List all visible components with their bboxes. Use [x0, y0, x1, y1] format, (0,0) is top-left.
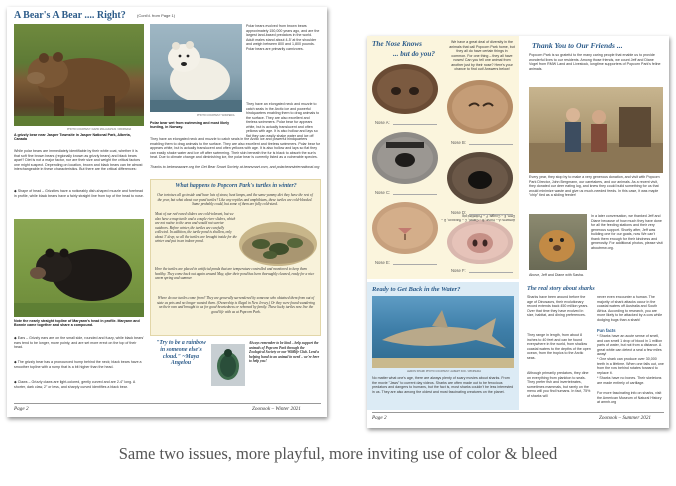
body-paragraph-5: ◆ Claws – Grizzly claws are light-colored, gently curved and are 2-4" long. A shorter, dark claw, 2" or less, and sharply curved identifies a black bear.: [14, 380, 136, 389]
sharks-title: The real story about sharks: [527, 286, 595, 292]
body-paragraph-1: While polar bears are immediately identifiable by their white coat, whether it is that soft fine brown bears (regionally known as grizzly bears) and black bears apart? Diet is not a major factor, nor are their size and weight the critical factors one might suspect. Depending on location, brown and black bears can be almost interchangeable in these characteristics. But there are the critical differences:: [14, 149, 143, 171]
thanks-title: Thank You to Our Friends ...: [532, 41, 623, 50]
photo-credit-grizzly: PHOTO COURTESY: DAVID MCLAUGHLIN / WIKIPEDIA: [67, 128, 132, 131]
polar-bear-photo: [150, 24, 242, 112]
nose-photo-a: [372, 64, 438, 114]
fun-fact-2: * One shark can produce over 30,000 teeth in a lifetime. When one falls out, one from the row behind rotates forward to replace it.: [597, 357, 664, 375]
nose-label-c: Nose C:: [375, 190, 391, 195]
nose-line-e: [393, 264, 437, 265]
body-paragraph-3: ◆ Ears – Grizzly ears are on the small side, rounded and fuzzy, while black bears' ears tend to be longer, more pointy, and are set more erect on the top of their head.: [14, 336, 144, 349]
nose-title-1: The Nose Knows: [372, 40, 422, 48]
body-paragraph-7: They have an elongated neck and muzzle to catch seals in the Arctic ice and powerful hindquarters enabling them to drag animals to the surface. They are also excellent and tireless swimmers. Polar bear fur appears white, but is actually translucent and often yellows with age. It is also hollow and lays so flat they can easily shake water and ice off: [246, 102, 320, 138]
thanks-p2: Every year, they stop by to make a very generous donation, and visit with Popcorn Park Director, John Bergmann, our caretakers, and our animals. As a recent visit, they donated our deer eating log, and knew they could build something for us that would minimize waste and give us much-needed feeds. In this case, it was maple "chip" tied as a sliding feeder!: [529, 175, 660, 197]
nose-label-b: Nose B:: [451, 140, 466, 145]
turtle-box-p1: Our tortoises all go inside and have lots of straw, heat lamps, and the same yummy diet they have the rest of the year, but what about our pond turtles? Like any reptiles and amphibians, these turtles are cold-blooded. Same probably could, but some of them are fully cold-sized.: [157, 193, 313, 206]
nose-label-f: Nose F:: [451, 268, 466, 273]
caption-black-bear: Note the nearly straight topline of Maryann's head in profile. Maryann and Bonnie came together and share a compound.: [14, 319, 140, 328]
thanks-note: Thanks to bebearaware.org the Get Bear Smart Society at bearsmart.com, and polarbearsinternational.org: [150, 165, 320, 169]
sharks-p1: Sharks have been around before the age of Dinosaurs, their evolutionary record extends back 450 million years. Over that time they have evolved in size, habitat, and dining preferences.: [527, 295, 589, 317]
sharks-p3: Although primarily predators, they dine on everything from plankton to seals. They prefer fish and invertebrates, sometimes mammals, but rarely on the menu will you find humans. In fact, 75% of sharks will: [527, 371, 591, 398]
body-paragraph-7-cont: They have an elongated neck and muzzle to catch seals in the Arctic ice and powerful hindquarters enabling them to drag animals to the surface. They are also excellent and tireless swimmers. Polar bear fur appears white, but is actually translucent and often yellows with age. It is also hollow and lays so flat they can easily shake water and ice off after swimming. Their skin beneath the fur is black to absorb the sun's heat. Due to climate change and diminishing ice, the polar bear is currently listed as a vulnerable species.: [150, 137, 321, 159]
turtles-photo: [239, 222, 317, 266]
shark-photo: [372, 296, 514, 368]
nose-title-2: ... but do you?: [393, 50, 435, 58]
nose-line-f: [469, 272, 513, 273]
water-title: Ready to Get Back in the Water?: [372, 286, 461, 293]
sharks-p4: never even encounter a human. The majority of shark attacks occur in the coastal waters off Australia and South Africa. According to research, you are more likely to be attacked by a cow while dodging bugs than a shark!: [597, 295, 663, 322]
turtle-box-title: What happens to Popcorn Park's turtles in winter?: [175, 183, 297, 189]
right-footer-rule: [372, 412, 664, 413]
left-page-number: Page 2: [14, 406, 29, 412]
thanks-caption: Above, Jeff and Diane with Sasha.: [529, 273, 584, 277]
article-title: A Bear's A Bear .... Right?: [14, 10, 126, 21]
left-footer-rule: [14, 403, 321, 404]
angelou-quote: "Try to be a rainbow in someone else's cloud." ~Maya Angelou: [156, 340, 206, 367]
nose-answers-text: Answers: A – Horse, B – Camel, C – Raccoon, D – Deer, E – Cougar, F – Potbellied pig: [441, 213, 515, 222]
black-bear-photo: [14, 219, 144, 317]
thanks-photo-2: [529, 214, 587, 270]
body-paragraph-2: ◆ Shape of head – Grizzlies have a noticeably dish-shaped muzzle and forehead in profile, while black bears have a fairly straight line from top of the head to nose.: [14, 189, 144, 198]
turtle-box-p3: Here the turtles are placed in artificial ponds that are temperature controlled and monitored to keep them healthy. They come back out again around May, after their pond has been thoroughly cleaned, ready for a nice warm spring and summer.: [155, 267, 315, 280]
turtle-box-p2: Most of our red-eared sliders are cold-tolerant, but we also have a map turtle and a couple river sliders, which are not native to the area and would not survive outdoors. Before winter, the turtles are carefully collected. In addition, the turtle pond is shallow, only about 3' deep, so all the turtles are brought inside for the winter and put in an indoor pond.: [155, 212, 237, 243]
fun-fact-1: * Sharks have an acute sense of smell, and can smell 1 drop of blood in 1 million parts of water, but not from a distance. A great white can detect a seal a few miles away!: [597, 334, 663, 356]
continued-note: (Cont'd. from Page 1): [137, 13, 176, 18]
nose-photo-e: [372, 202, 438, 254]
nose-label-e: Nose E:: [375, 260, 390, 265]
goodness-note: Always remember to be kind – help support the animals of Popcorn Park through the Zoological Society or our Wildlife Club. Lend a helping hand to an animal in need – we're here to help you!: [249, 341, 320, 363]
caption-grizzly: A grizzly bear near Jasper Townsite in Jasper National Park, Alberta, Canada: [14, 133, 131, 142]
photo-credit-polar: PHOTO COURTESY: WIKIPEDIA: [197, 114, 235, 117]
shark-photo-credit: LEMON SHARK PHOTO COURTESY: ALBERT KOK / WIKIPEDIA: [407, 370, 482, 373]
nose-photo-c: [372, 132, 438, 184]
thanks-photo-1: [529, 87, 663, 173]
nose-label-a: Nose A:: [375, 120, 390, 125]
nose-photo-b: [447, 80, 513, 134]
left-page: [7, 7, 327, 417]
nose-line-b: [469, 144, 513, 145]
water-p1: No matter what one's age, there are always plenty of scary movies about sharks. From the movie "Jaws" to current day videos. Sharks are often made out to be ferocious predators and dangers to humans, but the fact is, most sharks couldn't be less interested in us. They are also among the oldest and most fascinating creatures on the planet.: [372, 376, 514, 394]
nose-line-c: [393, 194, 437, 195]
thanks-p3: In a later conversation, we thanked Jeff and Diane because of how much they have done for all the feeding stations and their very generous support. Shortly after, Jeff was building one for our goats, now We can't thank them enough for their kindness and generosity. For additional photos, please visit aboutrmw.org.: [591, 214, 663, 250]
right-issue-label: Zoonook – Summer 2021: [599, 415, 652, 421]
fun-fact-3: * Sharks have no bones. Their skeletons are made entirely of cartilage.: [597, 376, 662, 385]
fun-fact-4: For more fascinating info on sharks, visit the American Museum of Natural History at amnh.org: [597, 391, 662, 404]
nose-line-a: [393, 124, 437, 125]
turtle-box-p4: Where do our turtles come from? They are generally surrendered by someone who obtained them from out of state as pets and no longer wanted them. (Ownership is illegal in New Jersey.) Or they were found wandering on their own and brought to us for good-heartedness or rehomed by family. These lucky turtles now live the good life with us at Popcorn Park.: [157, 296, 315, 314]
bottom-caption: Same two issues, more playful, more inviting use of color & bleed: [118, 444, 558, 463]
right-page: [367, 36, 669, 428]
body-paragraph-6: Polar bears evolved from brown bears approximately 150,000 years ago, and are the largest land-based predators in the world. Adult males stand about 4-5' at the shoulder and weigh between 800 and 1,800 pounds. Polar bears are primarily carnivores.: [246, 24, 320, 51]
grizzly-photo: [14, 24, 144, 126]
beetle-photo: [211, 344, 245, 386]
body-paragraph-4: ◆ The grizzly bear has a pronounced hump behind the neck; black bears have a smoother topline with a rump that is a bit higher than the head.: [14, 360, 142, 369]
sharks-p2: They range in length, from about 8 inches to 40 feet and can be found everywhere in the world, from shallow coastal waters to the depths of the open ocean, from the tropics to the Arctic seas.: [527, 333, 591, 360]
nose-intro: We have a great deal of diversity in the animals that call Popcorn Park home, but they all do have certain things in common. For one thing – they all have noses! Can you tell one animal from another just by their nose? Here's your chance to find out! Answers below!: [449, 40, 515, 71]
caption-polar-bear: Polar bear wet from swimming and most likely hunting, in Norway.: [150, 121, 230, 130]
right-page-number: Page 2: [372, 415, 387, 421]
nose-label-d: Nose D:: [451, 210, 467, 215]
left-issue-label: Zoonook – Winter 2021: [252, 406, 301, 412]
nose-photo-f: [447, 220, 513, 264]
thanks-p1: Popcorn Park is so grateful to the many caring people that enable us to provide wonderful lives to our residents. Among those friends, we count Jeff and Diane Vogel from RMW Land and Livestock, longtime supporters of Popcorn Park's feline animals.: [529, 53, 661, 71]
fun-facts-title: Fun facts: [597, 328, 616, 333]
